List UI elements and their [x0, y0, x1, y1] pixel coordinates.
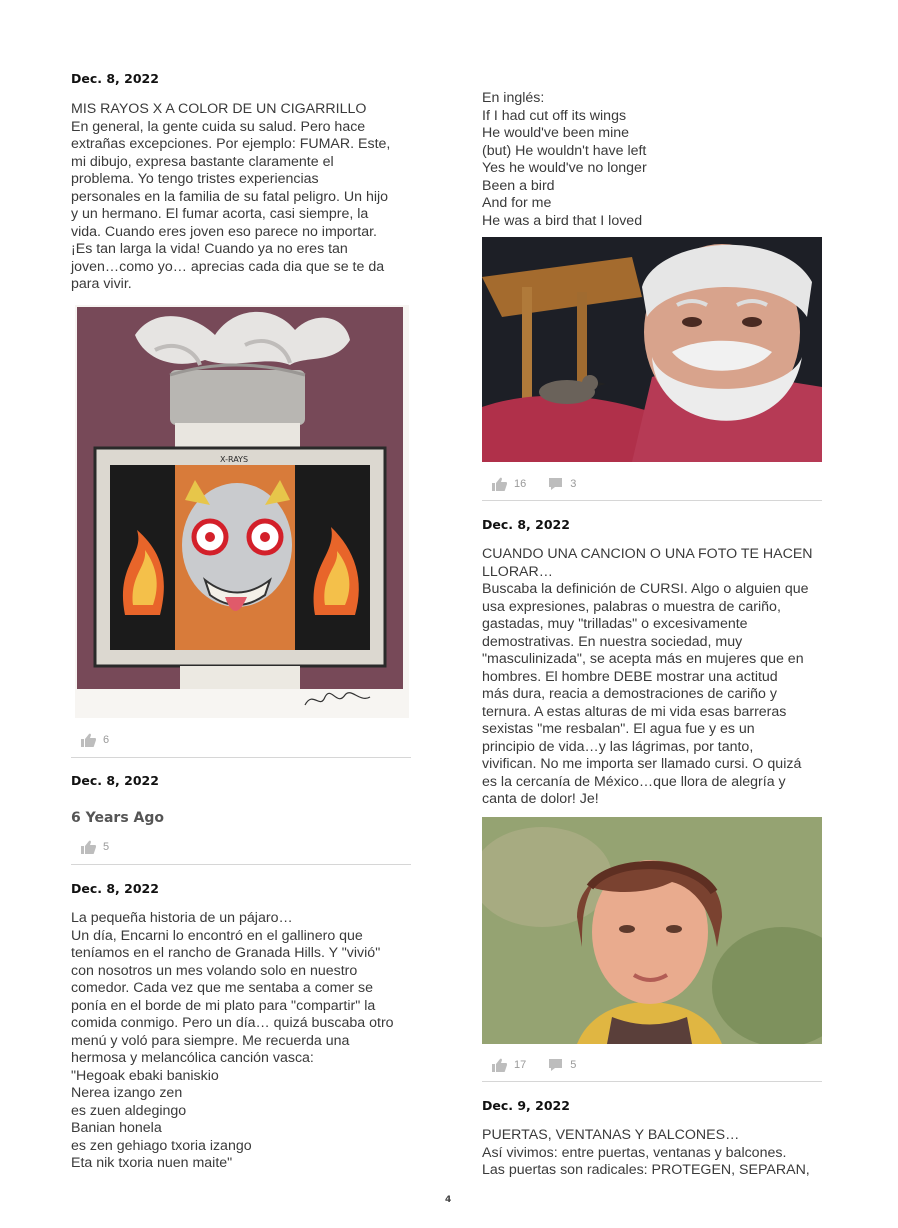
like-count[interactable]: 5: [81, 840, 109, 854]
comment-count[interactable]: 3: [548, 477, 576, 491]
post-body-cursi: CUANDO UNA CANCION O UNA FOTO TE HACEN LLORAR… Buscaba la definición de CURSI. Algo o alguien que usa expresiones, palabras o muestra de cariño, gastadas, muy "trilladas" o excesivamente demostrativas. En nuestra sociedad, muy "masculinizada", se acepta más en mujeres que en hombres. El hombre DEBE mostrar una actitud más dura, reacia a demostraciones de cariño y ternura. A estas alturas de mi vida esas barreras sexistas "me resbalan". El agua fue y es un principio de vida…y las lágrimas, por tanto, vivifican. No me importa ser llamado cursi. O quizá es la cercanía de México…que llora de alegría y canta de dolor! Je!: [482, 546, 813, 807]
post-divider: [482, 500, 822, 501]
post-title: 6 Years Ago: [71, 810, 164, 826]
man-with-bird-photo[interactable]: [482, 237, 822, 462]
like-count[interactable]: 6: [81, 733, 109, 747]
post-date: Dec. 9, 2022: [482, 1098, 570, 1113]
thumbs-up-icon: [492, 477, 507, 491]
comment-count[interactable]: 5: [548, 1058, 576, 1072]
xray-label: X-RAYS: [220, 455, 249, 464]
post-date: Dec. 8, 2022: [71, 71, 159, 86]
like-count[interactable]: 16: [492, 477, 526, 491]
post-divider: [71, 864, 411, 865]
like-count[interactable]: 17: [492, 1058, 526, 1072]
woman-portrait-photo[interactable]: [482, 817, 822, 1044]
post-stats: [492, 1057, 598, 1073]
cigarette-xray-drawing[interactable]: [75, 305, 409, 718]
speech-bubble-icon: [548, 1058, 563, 1072]
post-body-bird-english: En inglés: If I had cut off its wings He would've been mine (but) He wouldn't have left Yes he would've no longer Been a bird And for me He was a bird that I loved: [482, 90, 647, 229]
post-date: Dec. 8, 2022: [71, 881, 159, 896]
speech-bubble-icon: [548, 477, 563, 491]
post-body-bird: La pequeña historia de un pájaro… Un día, Encarni lo encontró en el gallinero que teníamos en el rancho de Granada Hills. Y "vivió" con nosotros un mes volando solo en nuestro comedor. Cada vez que me sentaba a comer se ponía en el borde de mi plato para "compartir" la comida conmigo. Pero un día… quizá buscaba otro menú y voló para siempre. Me recuerda una hermosa y melancólica canción vasca: "Hegoak ebaki baniskio Nerea izango zen es zuen aldegingo Banian honela es zen gehiago txoria izango Eta nik txoria nuen maite": [71, 910, 394, 1171]
thumbs-up-icon: [492, 1058, 507, 1072]
post-date: Dec. 8, 2022: [482, 517, 570, 532]
post-divider: [482, 1081, 822, 1082]
post-body-puertas: PUERTAS, VENTANAS Y BALCONES… Así vivimos: entre puertas, ventanas y balcones. Las puertas son radicales: PROTEGEN, SEPARAN,: [482, 1127, 810, 1178]
thumbs-up-icon: [81, 840, 96, 854]
post-divider: [71, 757, 411, 758]
post-date: Dec. 8, 2022: [71, 773, 159, 788]
post-stats: [81, 732, 131, 748]
post-stats: [81, 839, 131, 855]
page-number: 4: [445, 1195, 452, 1205]
post-stats: [492, 476, 598, 492]
thumbs-up-icon: [81, 733, 96, 747]
post-body-cigarette: MIS RAYOS X A COLOR DE UN CIGARRILLO En general, la gente cuida su salud. Pero hace extrañas excepciones. Por ejemplo: FUMAR. Este, mi dibujo, expresa bastante claramente el problema. Yo tengo tristes experiencias personales en la familia de su fatal peligro. Un hijo y un hermano. El fumar acorta, casi siempre, la vida. Cuando eres joven eso parece no importar. ¡Es tan larga la vida! Cuando ya no eres tan joven…como yo… aprecias cada dia que se te da para vivir.: [71, 101, 391, 292]
